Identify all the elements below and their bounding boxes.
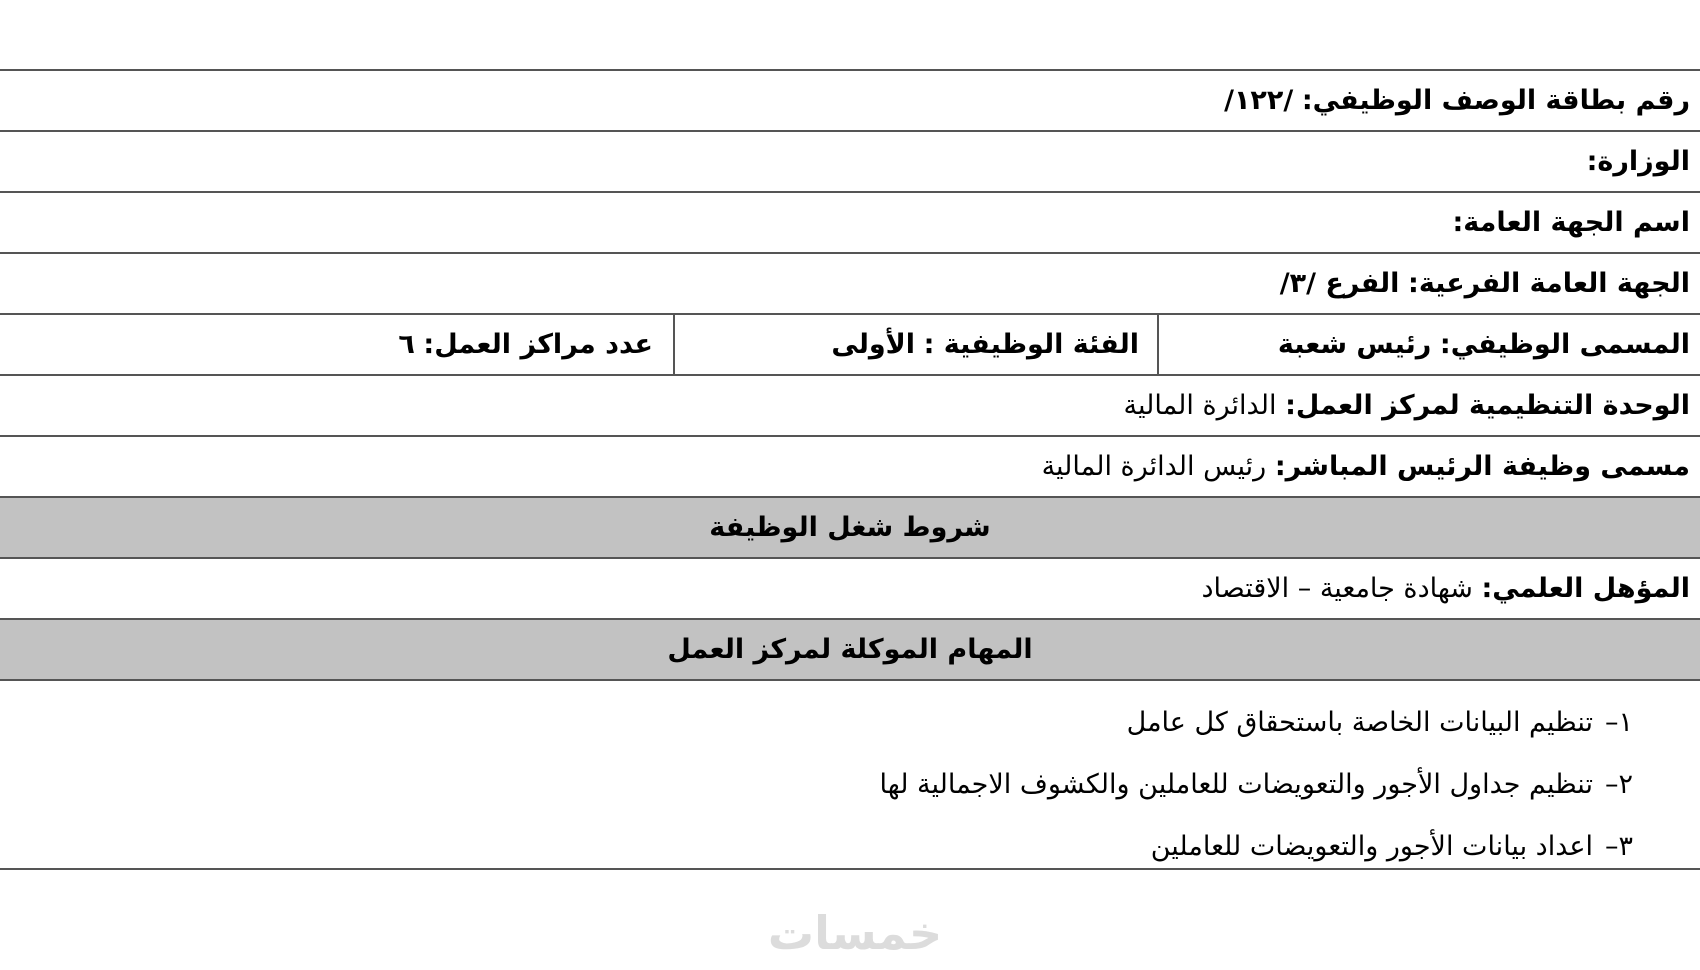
tasks-header: المهام الموكلة لمركز العمل [667, 634, 1033, 665]
public-entity-label: اسم الجهة العامة: [1452, 207, 1690, 238]
ministry-row [0, 132, 1700, 193]
conditions-header-row [0, 498, 1700, 559]
org-unit-row [0, 376, 1700, 437]
supervisor-value: رئيس الدائرة المالية [1041, 451, 1267, 482]
org-unit-value: الدائرة المالية [1123, 390, 1277, 421]
conditions-header: شروط شغل الوظيفة [709, 512, 991, 543]
sub-entity-row [0, 254, 1700, 315]
work-centers-value: ٦ [398, 329, 415, 360]
public-entity-row [0, 193, 1700, 254]
job-title-cell [1157, 315, 1700, 374]
job-category-cell [673, 315, 1157, 374]
job-title-label: المسمى الوظيفي: [1439, 329, 1690, 360]
supervisor-row [0, 437, 1700, 498]
card-number-row [0, 71, 1700, 132]
task-text: اعداد بيانات الأجور والتعويضات للعاملين [1150, 830, 1593, 862]
job-description-card [0, 69, 1700, 870]
task-item [0, 815, 1633, 877]
task-number: ٢– [1604, 768, 1633, 800]
job-title-value: رئيس شعبة [1277, 329, 1432, 360]
task-text: تنظيم البيانات الخاصة باستحقاق كل عامل [1126, 706, 1593, 738]
supervisor-label: مسمى وظيفة الرئيس المباشر: [1274, 451, 1690, 482]
qualification-label: المؤهل العلمي: [1481, 573, 1690, 604]
task-item [0, 691, 1633, 753]
job-category-label: الفئة الوظيفية : [923, 329, 1139, 360]
org-unit-label: الوحدة التنظيمية لمركز العمل: [1285, 390, 1690, 421]
qualification-value: شهادة جامعية – الاقتصاد [1201, 573, 1473, 604]
qualification-row [0, 559, 1700, 620]
tasks-list [0, 681, 1700, 870]
card-number-value: /١٢٢/ [1224, 85, 1294, 116]
sub-entity-value: الفرع /٣/ [1279, 268, 1400, 299]
sub-entity-label: الجهة العامة الفرعية: [1408, 268, 1690, 299]
task-number: ٣– [1604, 830, 1633, 862]
tasks-header-row [0, 620, 1700, 681]
task-text: تنظيم جداول الأجور والتعويضات للعاملين والكشوف الاجمالية لها [879, 768, 1593, 800]
job-info-row [0, 315, 1700, 376]
ministry-label: الوزارة: [1586, 146, 1690, 177]
task-item [0, 753, 1633, 815]
khamsat-watermark: خمسات [767, 906, 943, 960]
work-centers-cell [0, 315, 673, 374]
card-number-label: رقم بطاقة الوصف الوظيفي: [1301, 85, 1690, 116]
task-number: ١– [1604, 706, 1633, 738]
job-category-value: الأولى [831, 329, 915, 360]
work-centers-label: عدد مراكز العمل: [423, 329, 653, 360]
